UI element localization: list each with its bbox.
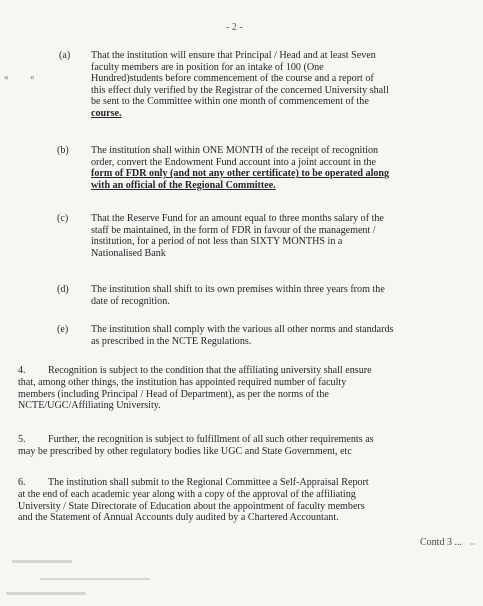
- paragraph-line: Further, the recognition is subject to fulfillment of all such other requirements as: [48, 434, 374, 445]
- item-label: (d): [57, 284, 69, 295]
- paragraph-5: [18, 434, 448, 458]
- paragraph-line: at the end of each academic year along with a copy of the approval of the affiliating: [18, 488, 356, 500]
- item-line: The institution shall within ONE MONTH of the receipt of recognition: [91, 145, 379, 156]
- paragraph-number: 6.: [18, 477, 26, 488]
- paragraph-line: Recognition is subject to the condition that the affiliating university shall ensure: [48, 365, 372, 376]
- item-line: order, convert the Endowment Fund account into a joint account in the: [91, 156, 376, 168]
- scan-noise: [470, 543, 475, 545]
- paragraph-line: NCTE/UGC/Affiliating University.: [18, 400, 161, 412]
- paragraph-4: [18, 365, 448, 412]
- item-label: (c): [57, 213, 69, 224]
- paragraph-line: The institution shall submit to the Regional Committee a Self-Appraisal Report: [48, 477, 369, 488]
- item-line: form of FDR only (and not any other certificate) to be operated along: [91, 168, 390, 180]
- item-label: (a): [59, 50, 71, 61]
- item-line: course.: [91, 107, 122, 119]
- paragraph-line: that, among other things, the institution has appointed required number of faculty: [18, 376, 347, 388]
- paragraph-line: University / State Directorate of Education about the appointment of faculty members: [18, 500, 365, 512]
- paragraph-line: may be prescribed by other regulatory bodies like UGC and State Government, etc: [18, 445, 352, 457]
- item-line: with an official of the Regional Committee.: [91, 179, 276, 191]
- paragraph-number: 5.: [18, 434, 26, 445]
- paragraph-number: 4.: [18, 365, 26, 376]
- item-line: staff be maintained, in the form of FDR in favour of the management /: [91, 224, 376, 236]
- item-line: The institution shall shift to its own premises within three years from the: [91, 284, 385, 295]
- item-line: this effect duly verified by the Registrar of the concerned University shall: [91, 84, 389, 96]
- paragraph-line: and the Statement of Annual Accounts duly audited by a Chartered Accountant.: [18, 512, 339, 524]
- item-line: That the institution will ensure that Principal / Head and at least Seven: [91, 50, 376, 61]
- continued-marker: Contd 3 ...: [420, 537, 462, 548]
- item-line: as prescribed in the NCTE Regulations.: [91, 335, 252, 347]
- scan-noise: [12, 560, 72, 563]
- item-label: (e): [57, 324, 69, 335]
- item-line: That the Reserve Fund for an amount equal to three months salary of the: [91, 213, 384, 224]
- item-line: institution, for a period of not less than SIXTY MONTHS in a: [91, 236, 343, 248]
- scan-noise: [40, 578, 150, 580]
- item-line: The institution shall comply with the various all other norms and standards: [91, 324, 394, 335]
- item-line: faculty members are in position for an intake of 100 (One: [91, 61, 324, 73]
- item-line: Hundred)students before commencement of the course and a report of: [91, 73, 374, 85]
- paragraph-line: members (including Principal / Head of Department), as per the norms of the: [18, 388, 329, 400]
- scan-noise: [6, 592, 86, 595]
- item-line: be sent to the Committee within one month of commencement of the: [91, 96, 369, 108]
- item-line: Nationalised Bank: [91, 247, 166, 259]
- item-label: (b): [57, 145, 69, 156]
- paragraph-6: [18, 477, 448, 524]
- margin-mark: «: [30, 72, 35, 82]
- item-line: date of recognition.: [91, 295, 170, 307]
- margin-mark: «: [4, 72, 9, 82]
- page-number: - 2 -: [226, 22, 243, 33]
